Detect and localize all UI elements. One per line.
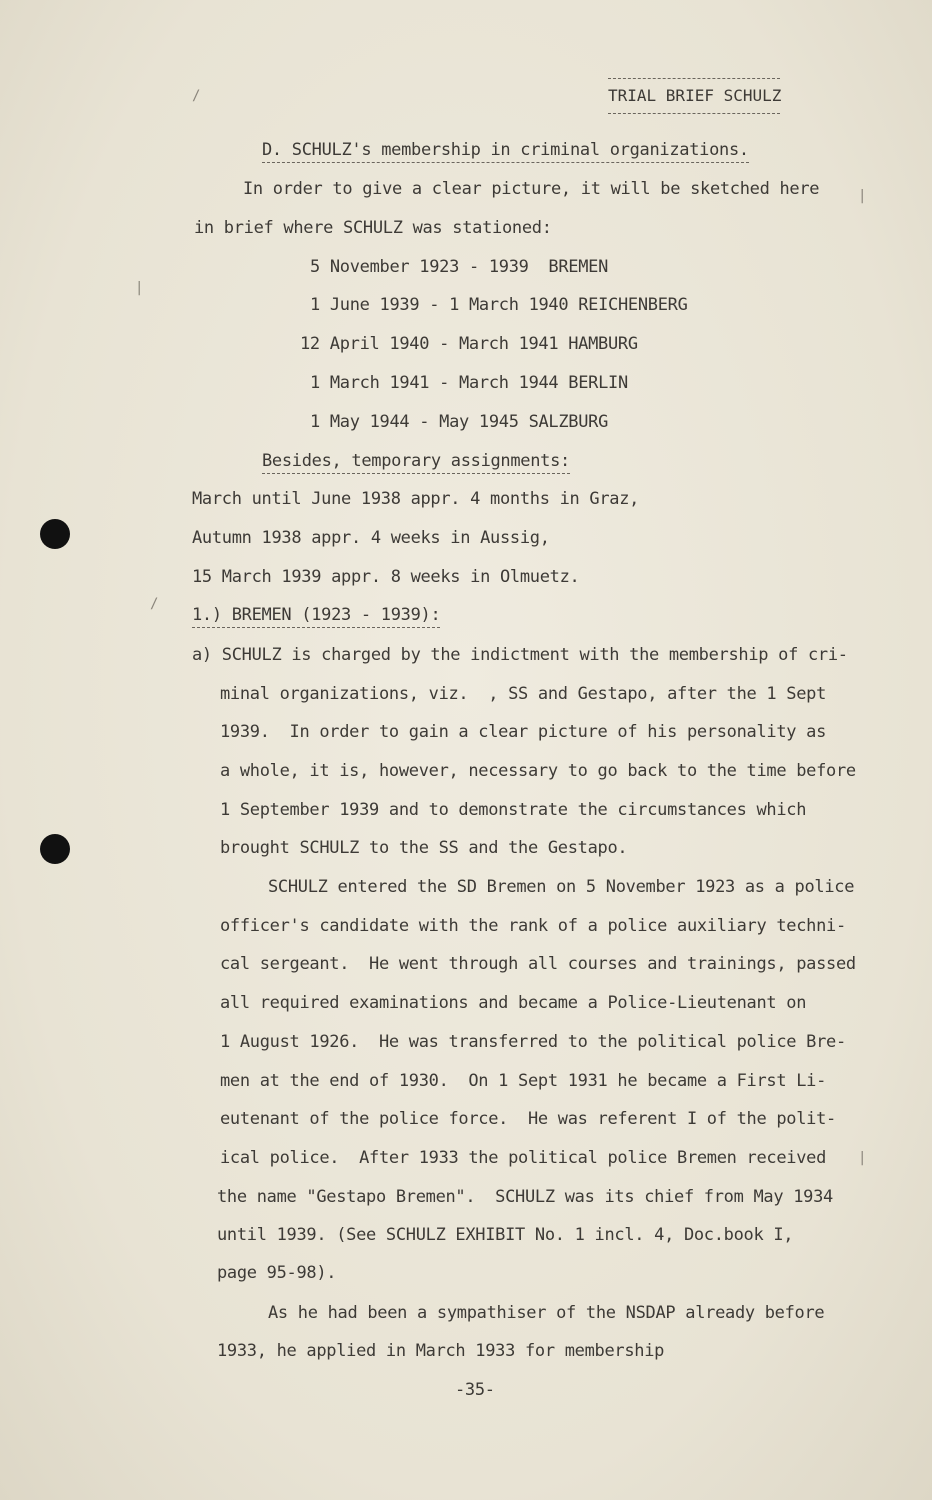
stray-mark: | [858,188,867,204]
paragraph-b-line: all required examinations and became a Police-Lieutenant on [220,993,807,1013]
temporary-item: Autumn 1938 appr. 4 weeks in Aussig, [192,528,550,548]
temporary-item: 15 March 1939 appr. 8 weeks in Olmuetz. [192,567,580,587]
paragraph-a-line: 1939. In order to gain a clear picture of his personality as [220,722,827,742]
paragraph-b-line: the name "Gestapo Bremen". SCHULZ was its chief from May 1934 [217,1187,833,1207]
paragraph-b-line: 1 August 1926. He was transferred to the political police Bre- [220,1032,846,1052]
station-item: 1 March 1941 - March 1944 BERLIN [310,373,628,393]
subsection-title: BREMEN (1923 - 1939): [231,605,441,625]
paragraph-b-line: cal sergeant. He went through all courses and trainings, passed [220,954,856,974]
station-item: 5 November 1923 - 1939 BREMEN [310,257,609,277]
station-item: 1 June 1939 - 1 March 1940 REICHENBERG [310,295,688,315]
paragraph-b-line: page 95-98). [217,1263,337,1283]
paragraph-a-line: a whole, it is, however, necessary to go back to the time before [220,761,856,781]
trial-brief-header: TRIAL BRIEF SCHULZ [608,86,782,105]
temporary-item: March until June 1938 appr. 4 months in Graz, [192,489,640,509]
paragraph-c-line: As he had been a sympathiser of the NSDAP already before [268,1303,825,1323]
station-item: 12 April 1940 - March 1941 HAMBURG [300,334,638,354]
punch-hole-top [40,519,70,549]
subsection-heading [192,605,440,628]
intro-line: In order to give a clear picture, it will be sketched here [243,179,820,199]
temporary-heading: Besides, temporary assignments: [262,451,570,474]
intro-line: in brief where SCHULZ was stationed: [194,218,552,238]
stray-mark: / [150,596,159,612]
stray-mark: / [192,88,201,104]
paragraph-b-line: eutenant of the police force. He was referent I of the polit- [220,1109,836,1129]
paragraph-b-line: until 1939. (See SCHULZ EXHIBIT No. 1 incl. 4, Doc.book I, [217,1225,794,1245]
paragraph-a-line: a) SCHULZ is charged by the indictment with the membership of cri- [192,645,848,665]
stray-mark: | [135,280,144,296]
paragraph-c-line: 1933, he applied in March 1933 for membership [217,1341,665,1361]
punch-hole-bottom [40,834,70,864]
page-number: -35- [455,1380,495,1400]
stray-mark: | [858,1150,867,1166]
paragraph-b-line: men at the end of 1930. On 1 Sept 1931 he became a First Li- [220,1071,827,1091]
station-item: 1 May 1944 - May 1945 SALZBURG [310,412,609,432]
paragraph-a-line: minal organizations, viz. , SS and Gestapo, after the 1 Sept [220,684,827,704]
paragraph-b-line: officer's candidate with the rank of a police auxiliary techni- [220,916,846,936]
paragraph-b-line: SCHULZ entered the SD Bremen on 5 November 1923 as a police [268,877,855,897]
section-title: D. SCHULZ's membership in criminal organizations. [262,140,749,163]
paragraph-a-line: 1 September 1939 and to demonstrate the circumstances which [220,800,807,820]
paragraph-a-line: brought SCHULZ to the SS and the Gestapo. [220,838,628,858]
paragraph-b-line: ical police. After 1933 the political police Bremen received [220,1148,827,1168]
subsection-number: 1.) [192,605,222,625]
